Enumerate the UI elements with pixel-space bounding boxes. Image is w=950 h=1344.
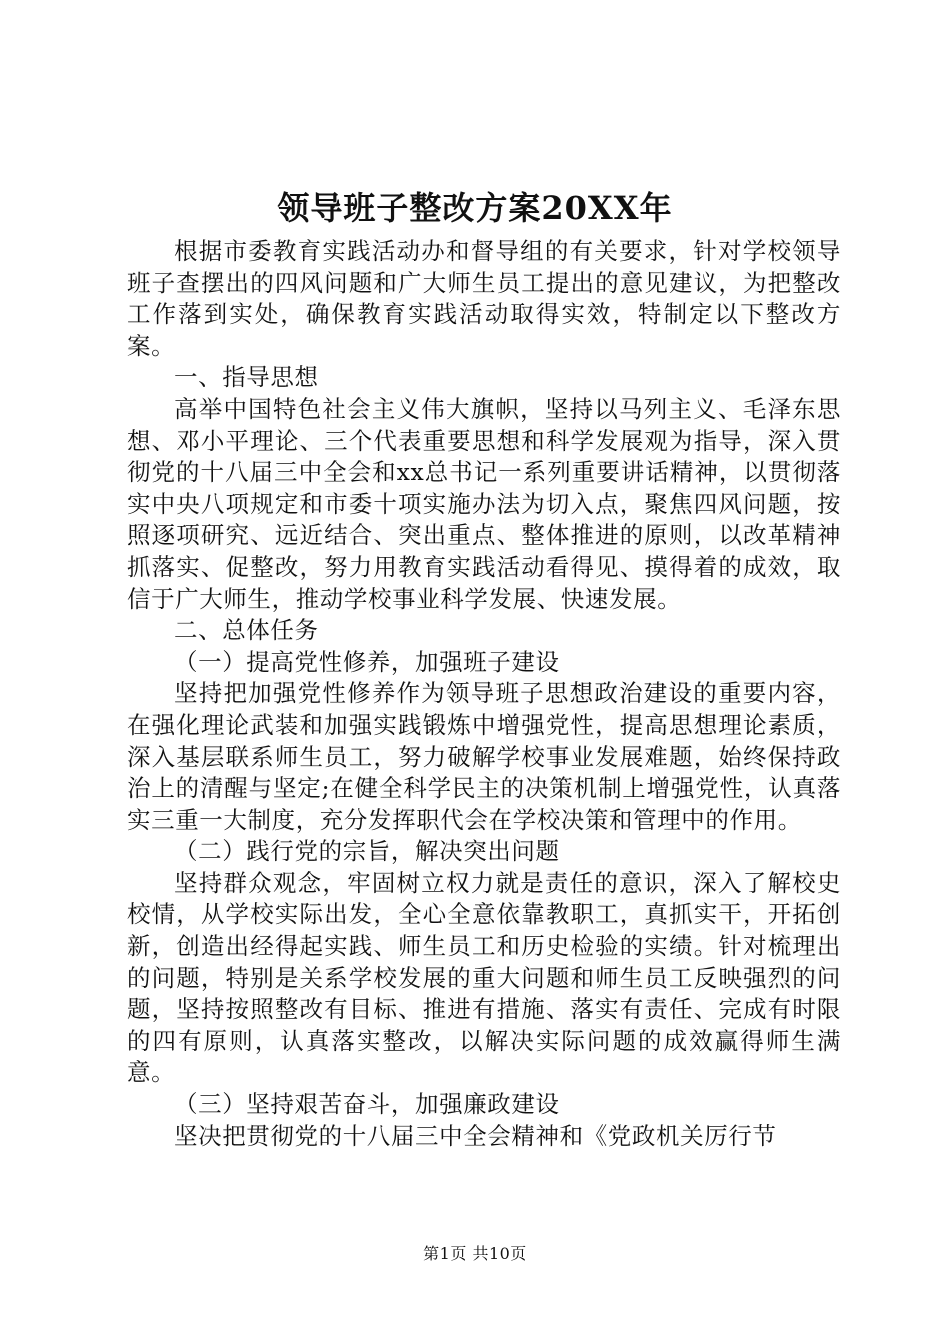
subsection-heading-3: （三）坚持艰苦奋斗，加强廉政建设 bbox=[174, 1090, 560, 1119]
guiding-ideology-paragraph: 高举中国特色社会主义伟大旗帜，坚持以马列主义、毛泽东思想、邓小平理论、三个代表重要思想和科学发展观为指导，深入贯彻党的十八届三中全会和xx总书记一系列重要讲话精神，以贯彻落实中央八项规定和市委十项实施办法为切入点，聚焦四风问题，按照逐项研究、远近结合、突出重点、整体推进的原则，以改革精神抓落实、促整改，努力用教育实践活动看得见、摸得着的成效，取信于广大师生，推动学校事业科学发展、快速发展。 bbox=[127, 394, 841, 613]
intro-paragraph: 根据市委教育实践活动办和督导组的有关要求，针对学校领导班子查摆出的四风问题和广大师生员工提出的意见建议，为把整改工作落到实处，确保教育实践活动取得实效，特制定以下整改方案。 bbox=[127, 237, 841, 360]
section-heading-guiding-ideology: 一、指导思想 bbox=[174, 363, 319, 392]
section-heading-overall-tasks: 二、总体任务 bbox=[174, 616, 319, 645]
subsection-1-paragraph: 坚持把加强党性修养作为领导班子思想政治建设的重要内容，在强化理论武装和加强实践锻炼中增强党性，提高思想理论素质，深入基层联系师生员工，努力破解学校事业发展难题，始终保持政治上的清醒与坚定;在健全科学民主的决策机制上增强党性，认真落实三重一大制度，充分发挥职代会在学校决策和管理中的作用。 bbox=[127, 679, 841, 834]
subsection-heading-1: （一）提高党性修养，加强班子建设 bbox=[174, 647, 560, 676]
subsection-2-paragraph: 坚持群众观念，牢固树立权力就是责任的意识，深入了解校史校情，从学校实际出发，全心全意依靠教职工，真抓实干，开拓创新，创造出经得起实践、师生员工和历史检验的实绩。针对梳理出的问题，特别是关系学校发展的重大问题和师生员工反映强烈的问题，坚持按照整改有目标、推进有措施、落实有责任、完成有时限的四有原则，认真落实整改，以解决实际问题的成效赢得师生满意。 bbox=[127, 868, 841, 1087]
document-body bbox=[127, 236, 841, 1152]
subsection-3-paragraph: 坚决把贯彻党的十八届三中全会精神和《党政机关厉行节 bbox=[174, 1121, 777, 1150]
subsection-heading-2: （二）践行党的宗旨，解决突出问题 bbox=[174, 837, 560, 866]
document-title: 领导班子整改方案20XX年 bbox=[277, 189, 673, 227]
page-footer: 第1页 共10页 bbox=[423, 1244, 527, 1263]
